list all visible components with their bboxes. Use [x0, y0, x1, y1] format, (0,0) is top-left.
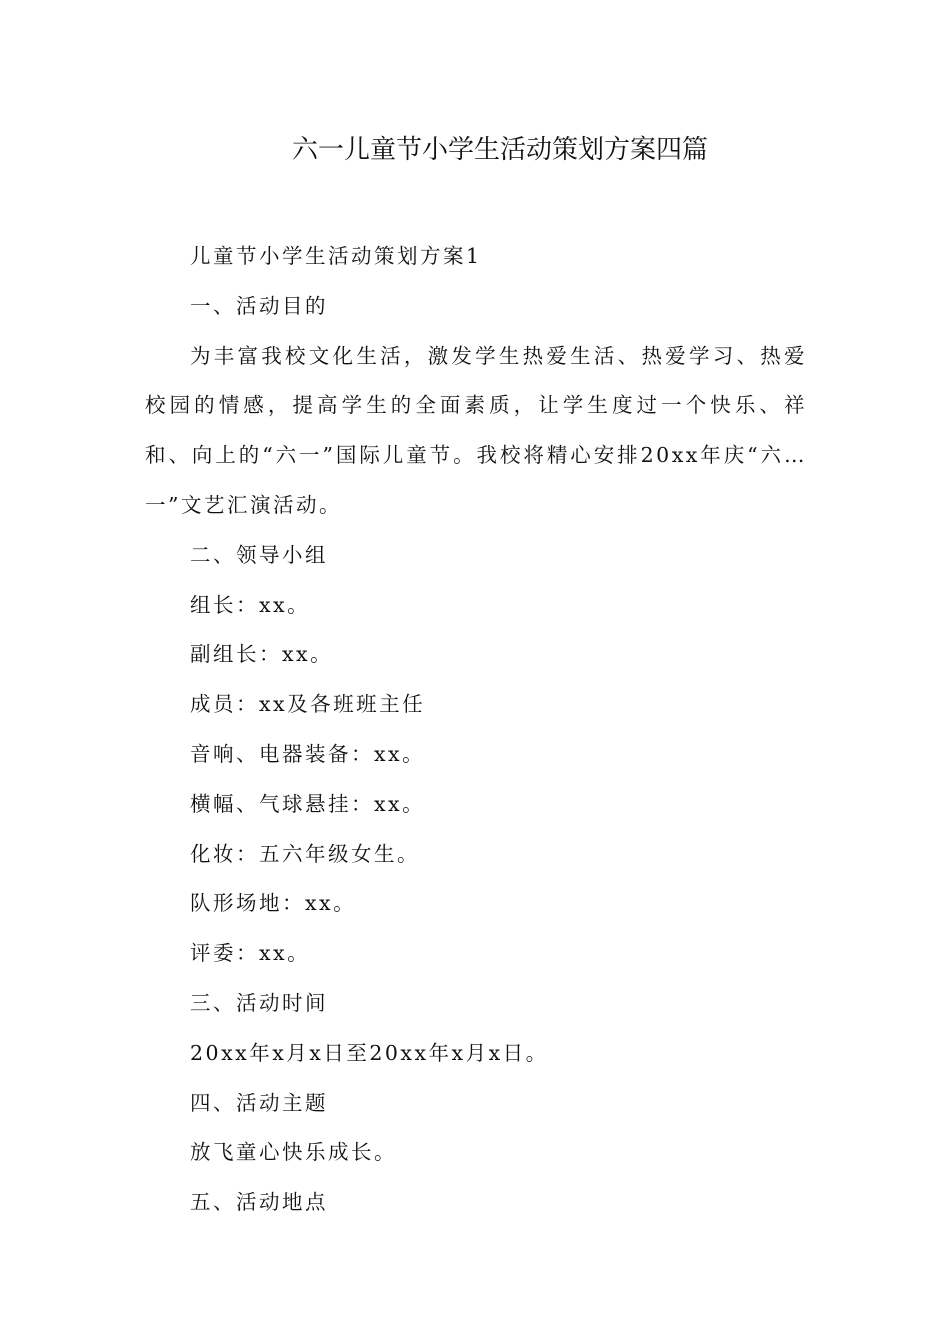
paragraph-makeup: 化妆：五六年级女生。 — [190, 841, 420, 866]
paragraph-purpose-text: 为丰富我校文化生活，激发学生热爱生活、热爱学习、热爱校园的情感，提高学生的全面素质，让学生度过一个快乐、祥和、向上的“六一”国际儿童节。我校将精心安排20xx年庆“六…一”文艺汇演活动。 — [145, 343, 807, 517]
paragraph-section-location: 五、活动地点 — [190, 1190, 328, 1215]
paragraph-section-theme: 四、活动主题 — [190, 1090, 328, 1115]
paragraph-section-time: 三、活动时间 — [190, 990, 328, 1015]
paragraph-leader: 组长：xx。 — [190, 592, 311, 617]
paragraph-audio: 音响、电器装备：xx。 — [190, 741, 426, 766]
paragraph-judges: 评委：xx。 — [190, 941, 311, 966]
paragraph-theme-text: 放飞童心快乐成长。 — [190, 1140, 397, 1165]
paragraph-time-text: 20xx年x月x日至20xx年x月x日。 — [190, 1040, 549, 1065]
paragraph-section-leadership: 二、领导小组 — [190, 542, 328, 567]
paragraph-banners: 横幅、气球悬挂：xx。 — [190, 791, 426, 816]
paragraph-plan-heading: 儿童节小学生活动策划方案1 — [190, 244, 482, 268]
paragraph-members: 成员：xx及各班班主任 — [190, 692, 426, 717]
paragraph-deputy-leader: 副组长：xx。 — [190, 642, 334, 667]
paragraph-formation: 队形场地：xx。 — [190, 891, 357, 916]
document-title: 六一儿童节小学生活动策划方案四篇 — [291, 135, 708, 165]
document-body — [145, 232, 807, 1228]
paragraph-section-purpose: 一、活动目的 — [190, 293, 328, 318]
